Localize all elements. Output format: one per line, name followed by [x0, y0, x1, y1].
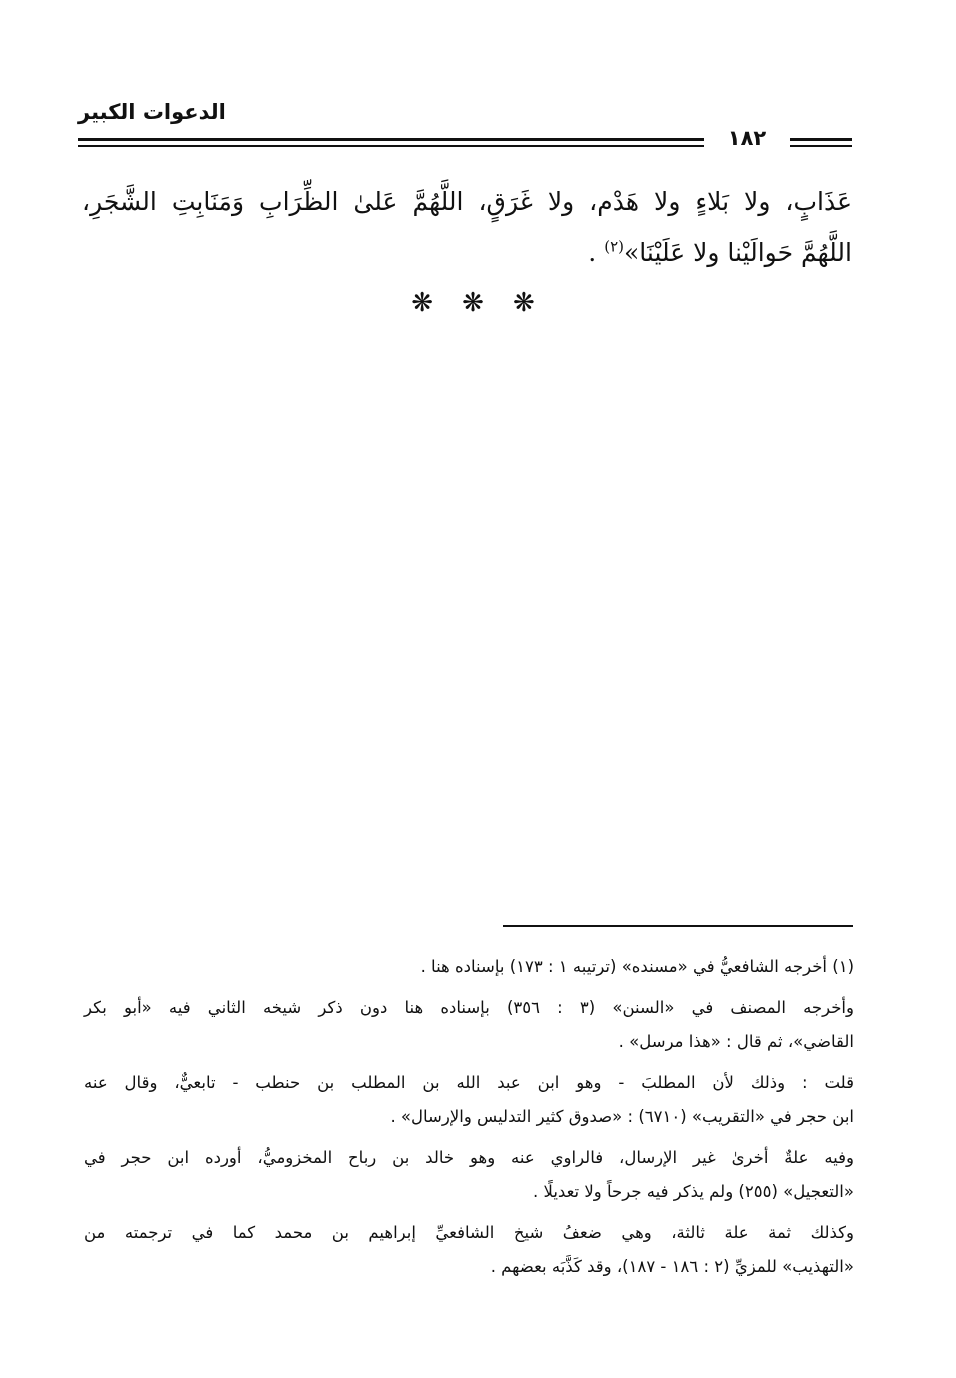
footnote-line: «التعجيل» (٢٥٥) ولم يذكر فيه جرحاً ولا تعديلًا . — [532, 1182, 854, 1201]
footnote-marker: (٢) — [604, 237, 624, 256]
footnote-paragraph — [84, 950, 854, 985]
footnotes — [84, 950, 854, 1291]
footnote-line: وكذلك ثمة علة ثالثة، وهي ضعفُ شيخ الشافعيِّ إبراهيم بن محمد كما في ترجمته من — [84, 1222, 854, 1242]
footnote-paragraph — [84, 1141, 854, 1210]
main-text-fragment: اللَّهُمَّ حَوالَيْنا ولا عَلَيْنَا» — [623, 238, 852, 267]
footnote-line: ابن حجر في «التقريب» (٦٧١٠) : «صدوق كثير التدليس والإرسال» . — [390, 1107, 854, 1126]
section-separator: ❋ ❋ ❋ — [411, 288, 545, 318]
page-number: ١٨٢ — [727, 126, 767, 150]
header-rule — [78, 138, 704, 147]
footnote-rule — [503, 925, 853, 927]
main-text-line: عَذَابٍ، ولا بَلاءٍ ولا هَدْم، ولا غَرَقٍ، اللَّهُمَّ عَلىٰ الظِّرَابِ وَمَنَابِتِ الشَّجَرِ، — [82, 187, 852, 216]
footnote-line: القاضي»، ثم قال : «هذا مرسل» . — [618, 1032, 854, 1051]
footnote-line: وأخرجه المصنف في «السنن» (٣ : ٣٥٦) بإسناده هنا دون ذكر شيخه الثاني فيه «أبو بكر — [84, 997, 854, 1017]
main-text-line — [82, 227, 852, 278]
footnote-paragraph — [84, 1066, 854, 1135]
running-header-title: الدعوات الكبير — [78, 100, 226, 124]
footnote-paragraph — [84, 991, 854, 1060]
footnote-line: قلت : وذلك لأن المطلبَ - وهو ابن عبد الله بن المطلب بن حنطب - تابعيٌّ، وقال عنه — [84, 1072, 854, 1092]
footnote-line: «التهذيب» للمزيِّ (٢ : ١٨٦ - ١٨٧)، وقد كَذَّبَه بعضهم . — [490, 1257, 854, 1276]
main-text-fragment: . — [588, 238, 605, 267]
footnote-line: وفيه علةٌ أخرىٰ غير الإرسال، فالراوي عنه وهو خالد بن رباح المخزوميُّ، أورده ابن حجر في — [84, 1147, 854, 1167]
header-rule-short — [790, 138, 852, 147]
main-text — [82, 176, 852, 278]
footnote-line: (١) أخرجه الشافعيُّ في «مسنده» (ترتيبه ١ : ١٧٣) بإسناده هنا . — [420, 957, 854, 976]
footnote-paragraph — [84, 1216, 854, 1285]
